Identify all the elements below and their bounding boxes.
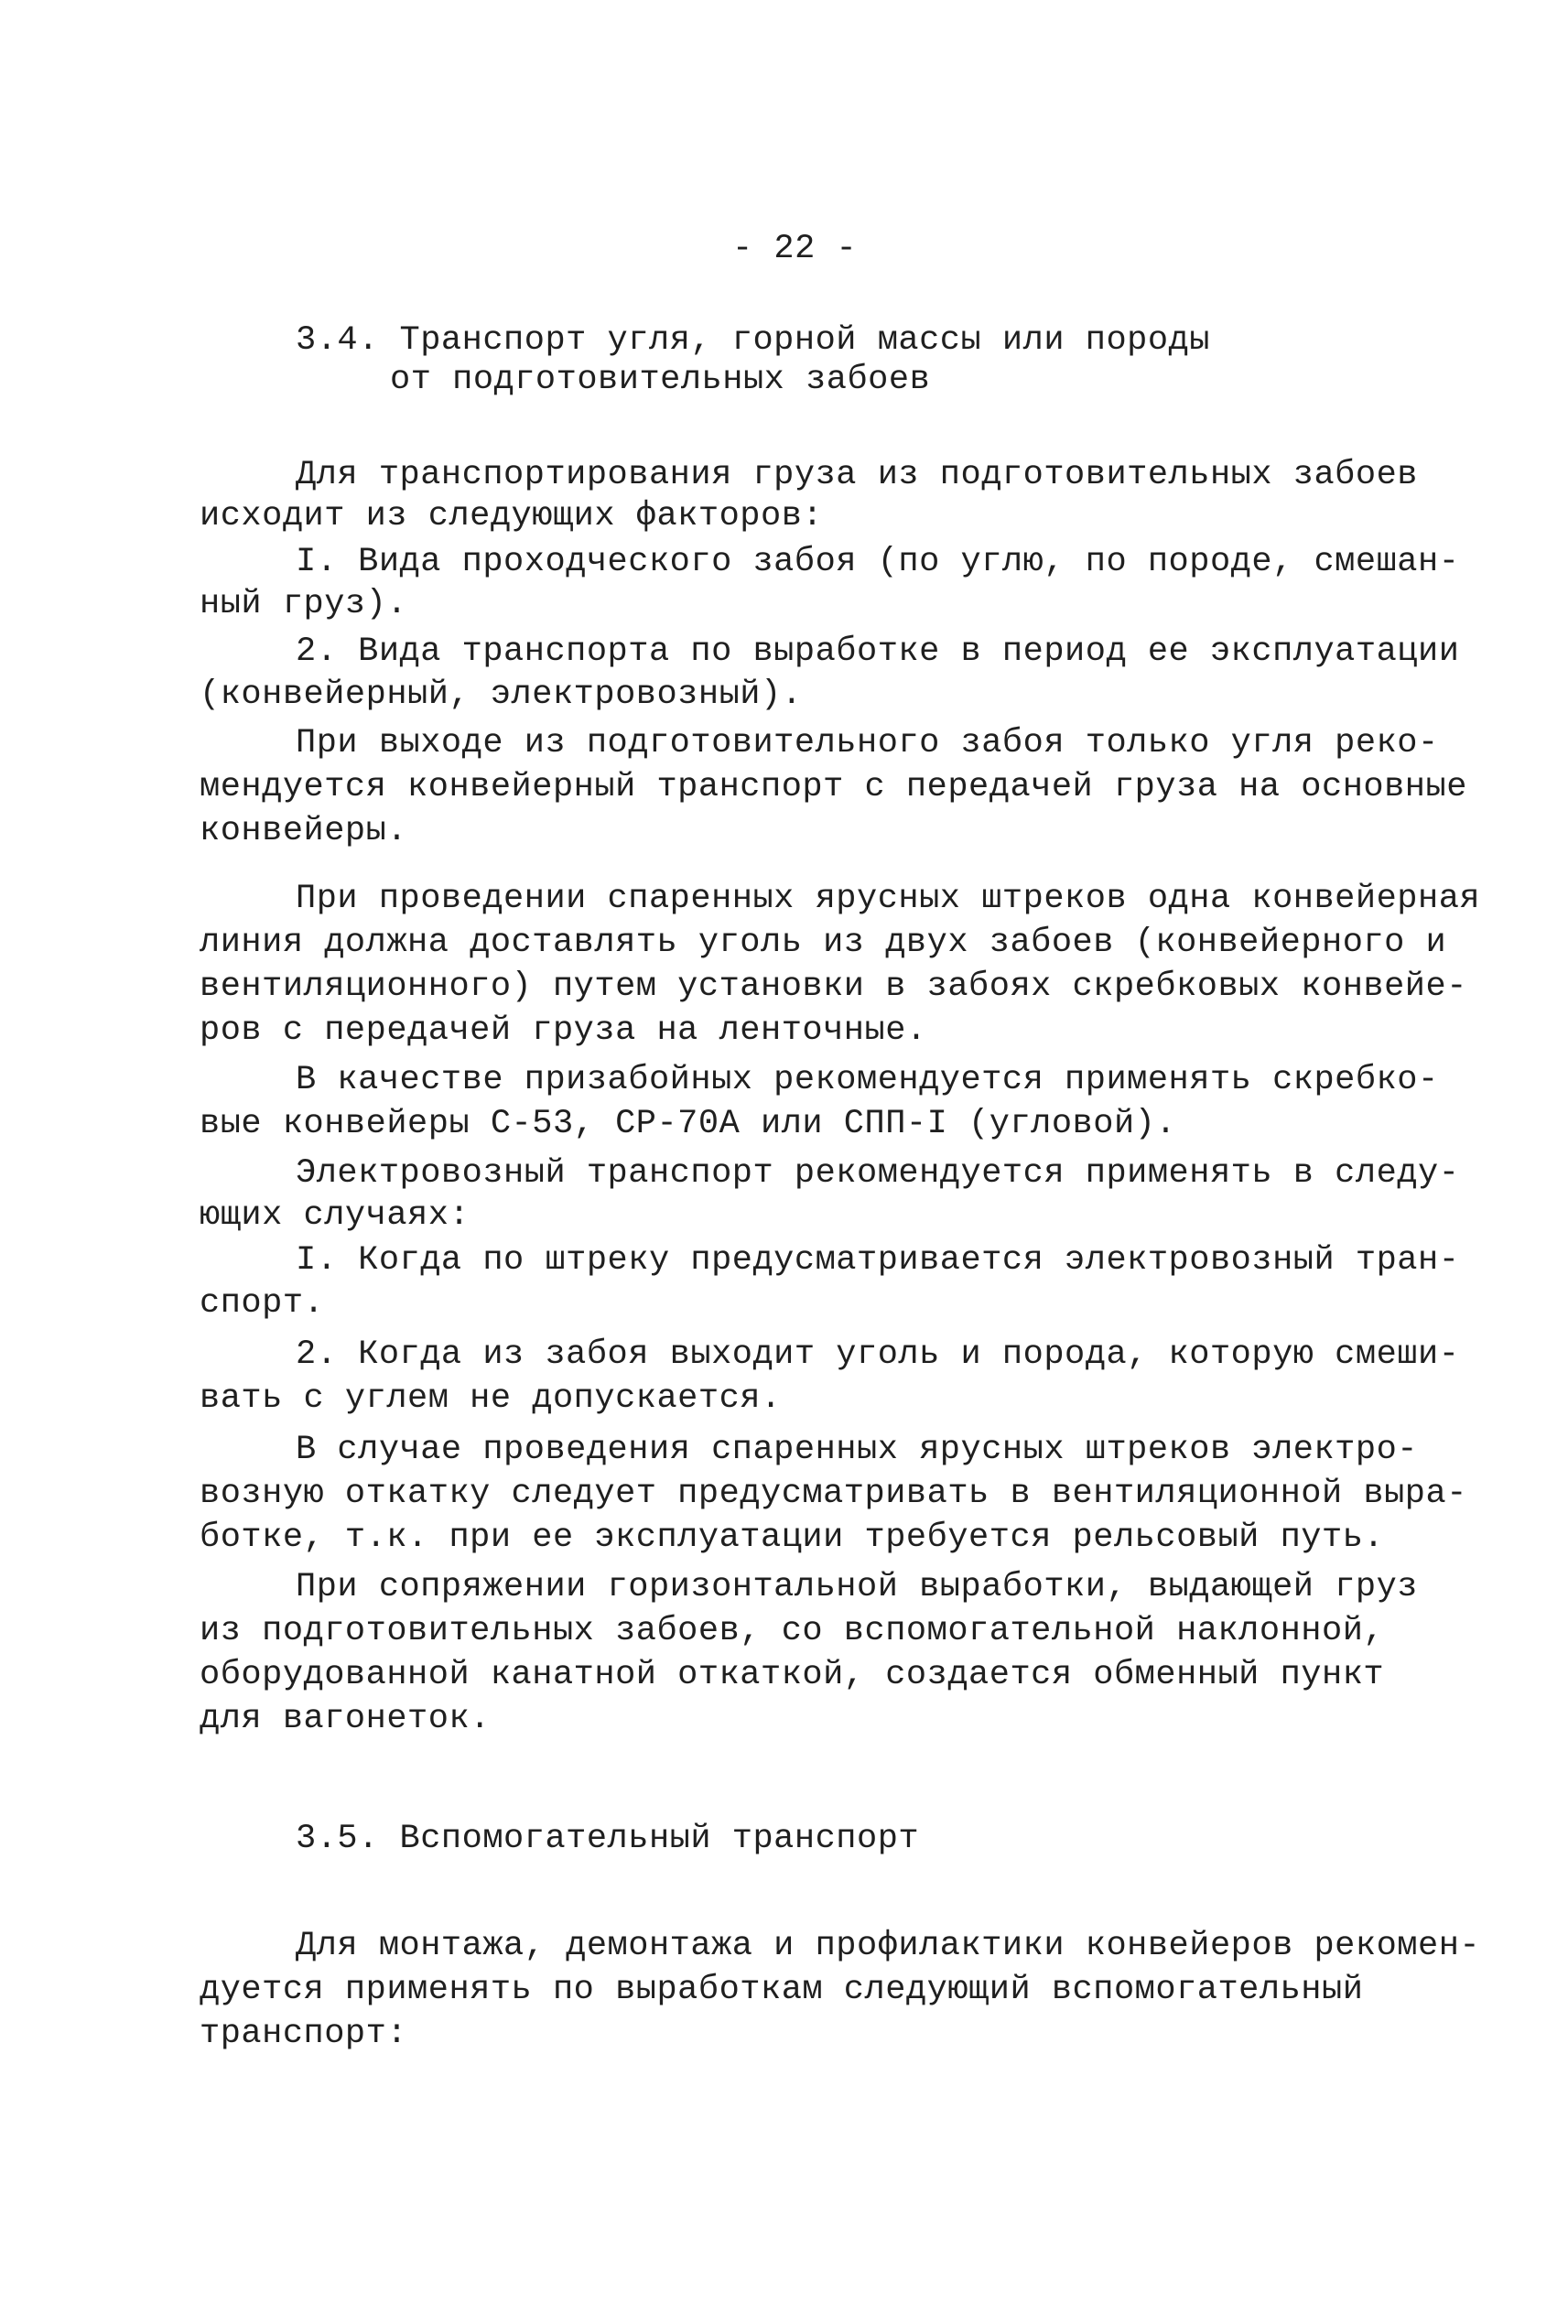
section-3-4-heading-line-1: 3.4. Транспорт угля, горной массы или породы — [296, 321, 1210, 360]
paragraph-line: вые конвейеры С-53, СР-70А или СПП-I (угловой). — [200, 1105, 1177, 1143]
paragraph-line: ный груз). — [200, 585, 408, 623]
paragraph-line: При сопряжении горизонтальной выработки, выдающей груз — [296, 1568, 1418, 1606]
paragraph-line: Для транспортирования груза из подготовительных забоев — [296, 456, 1418, 494]
paragraph-line: конвейеры. — [200, 812, 408, 850]
paragraph-line: ров с передачей груза на ленточные. — [200, 1011, 927, 1050]
paragraph-line: При выходе из подготовительного забоя только угля реко- — [296, 724, 1439, 762]
paragraph-line: спорт. — [200, 1284, 325, 1323]
paragraph-line: дуется применять по выработкам следующий вспомогательный — [200, 1971, 1364, 2009]
paragraph-line: для вагонеток. — [200, 1700, 491, 1738]
section-3-4-heading-line-2: от подготовительных забоев — [390, 361, 931, 399]
section-3-5-heading: 3.5. Вспомогательный транспорт — [296, 1820, 920, 1858]
paragraph-line: мендуется конвейерный транспорт с передачей груза на основные — [200, 768, 1467, 806]
page-number: - 22 - — [732, 230, 858, 268]
paragraph-line: транспорт: — [200, 2015, 408, 2053]
paragraph-line: В качестве призабойных рекомендуется применять скребко- — [296, 1061, 1439, 1099]
paragraph-line: В случае проведения спаренных ярусных штреков электро- — [296, 1431, 1418, 1469]
paragraph-line: ботке, т.к. при ее эксплуатации требуется рельсовый путь. — [200, 1519, 1385, 1557]
paragraph-line: линия должна доставлять уголь из двух забоев (конвейерного и — [200, 924, 1447, 962]
paragraph-line: оборудованной канатной откаткой, создается обменный пункт — [200, 1656, 1385, 1694]
paragraph-line: I. Вида проходческого забоя (по углю, по породе, смешан- — [296, 543, 1460, 581]
paragraph-line: (конвейерный, электровозный). — [200, 676, 803, 714]
paragraph-line: Электровозный транспорт рекомендуется применять в следу- — [296, 1154, 1460, 1193]
paragraph-line: вентиляционного) путем установки в забоях скребковых конвейе- — [200, 967, 1467, 1006]
paragraph-line: 2. Когда из забоя выходит уголь и порода, которую смеши- — [296, 1335, 1460, 1374]
paragraph-line: I. Когда по штреку предусматривается электровозный тран- — [296, 1241, 1460, 1280]
paragraph-line: исходит из следующих факторов: — [200, 497, 824, 535]
paragraph-line: При проведении спаренных ярусных штреков одна конвейерная — [296, 880, 1481, 918]
paragraph-line: ющих случаях: — [200, 1196, 470, 1235]
paragraph-line: Для монтажа, демонтажа и профилактики конвейеров рекомен- — [296, 1927, 1481, 1965]
paragraph-line: из подготовительных забоев, со вспомогательной наклонной, — [200, 1612, 1385, 1650]
paragraph-line: вать с углем не допускается. — [200, 1379, 782, 1418]
paragraph-line: возную откатку следует предусматривать в вентиляционной выра- — [200, 1475, 1467, 1513]
paragraph-line: 2. Вида транспорта по выработке в период ее эксплуатации — [296, 632, 1460, 671]
